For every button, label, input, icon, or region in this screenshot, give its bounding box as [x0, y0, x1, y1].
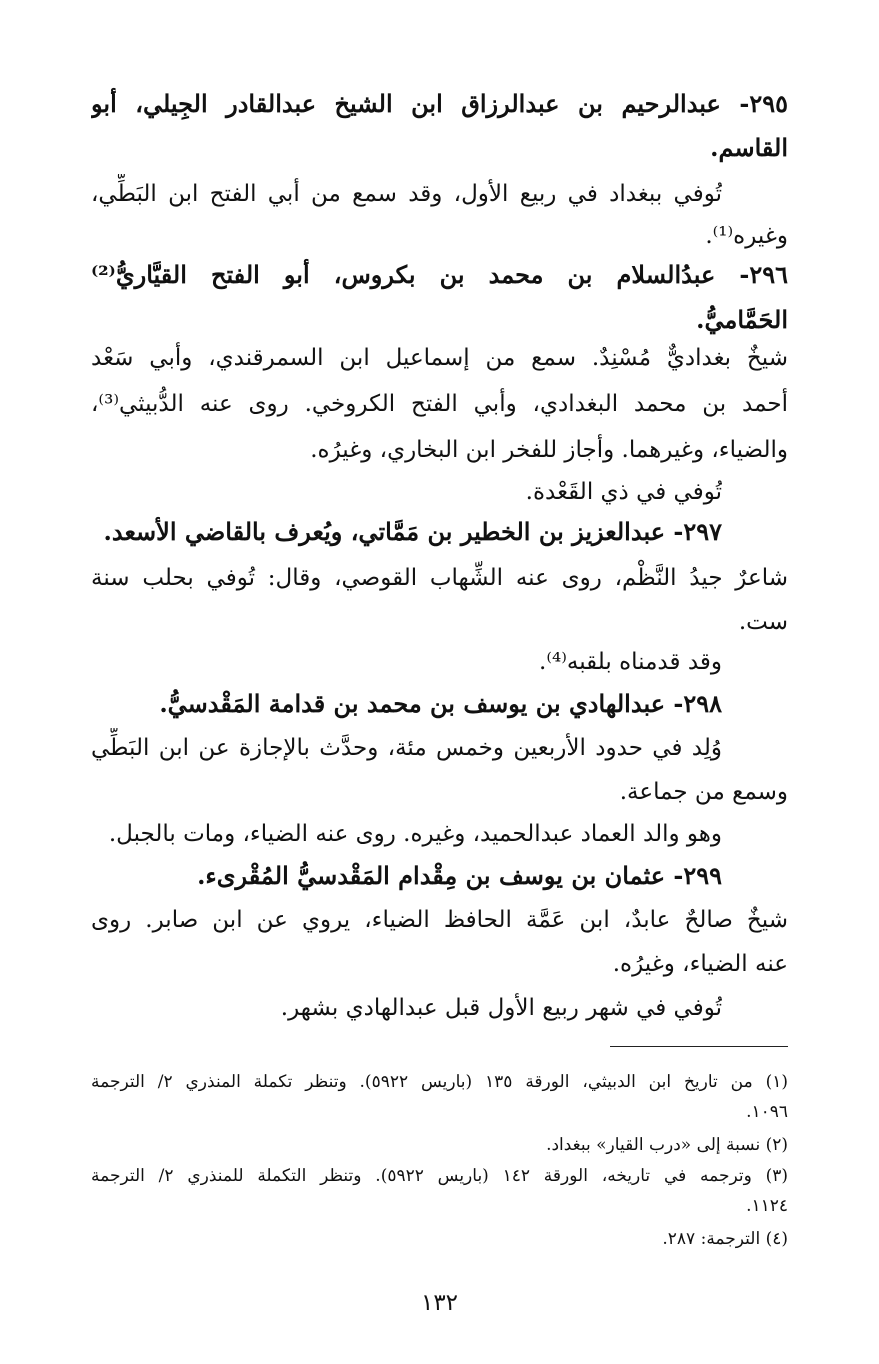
entry-295-text-cont: وغيره⁽¹⁾. — [705, 223, 788, 249]
entry-295-heading-cont: القاسم. — [710, 133, 788, 162]
entry-296-text-4: تُوفي في ذي القَعْدة. — [525, 479, 722, 505]
footnote-1: (١) من تاريخ ابن الدبيثي، الورقة ١٣٥ (باريس ٥٩٢٢). وتنظر تكملة المنذري ٢/ الترجمة — [91, 1072, 788, 1092]
footnote-2: (٢) نسبة إلى «درب القيار» ببغداد. — [546, 1135, 788, 1155]
entry-298-heading: ٢٩٨- عبدالهادي بن يوسف بن محمد بن قدامة المَقْدسيُّ. — [159, 689, 722, 718]
entry-295-heading: ٢٩٥- عبدالرحيم بن عبدالرزاق ابن الشيخ عبدالقادر الجِيلي، أبو — [91, 89, 788, 118]
entry-296-text-3: والضياء، وغيرهما. وأجاز للفخر ابن البخاري، وغيرُه. — [310, 437, 788, 463]
entry-297-heading: ٢٩٧- عبدالعزيز بن الخطير بن مَمَّاتي، ويُعرف بالقاضي الأسعد. — [103, 517, 722, 546]
entry-296-text: شيخٌ بغداديٌّ مُسْنِدٌ. سمع من إسماعيل ابن السمرقندي، وأبي سَعْد — [91, 345, 788, 371]
entry-298-text: وُلِد في حدود الأربعين وخمس مئة، وحدَّث بالإجازة عن ابن البَطِّي — [91, 735, 722, 761]
entry-299-text-cont: عنه الضياء، وغيرُه. — [612, 951, 788, 977]
entry-297-text-2: وقد قدمناه بلقبه⁽⁴⁾. — [539, 649, 722, 675]
footnote-divider — [610, 1046, 788, 1047]
entry-297-text-cont: ست. — [738, 609, 788, 635]
entry-296-text-2: أحمد بن محمد البغدادي، وأبي الفتح الكروخي. روى عنه الدُّبيثي⁽³⁾، — [91, 391, 788, 417]
footnote-3-cont: ١١٢٤. — [746, 1196, 788, 1216]
entry-299-text: شيخٌ صالحٌ عابدٌ، ابن عَمَّة الحافظ الضياء، يروي عن ابن صابر. روى — [91, 907, 788, 933]
footnote-3: (٣) وترجمه في تاريخه، الورقة ١٤٢ (باريس ٥٩٢٢). وتنظر التكملة للمنذري ٢/ الترجمة — [91, 1166, 788, 1186]
entry-299-text-2: تُوفي في شهر ربيع الأول قبل عبدالهادي بشهر. — [280, 995, 722, 1021]
page-number: ١٣٢ — [420, 1290, 459, 1316]
entry-296-heading: ٢٩٦- عبدُالسلام بن محمد بن بكروس، أبو الفتح القيَّاريُّ⁽²⁾ — [91, 260, 788, 289]
entry-299-heading: ٢٩٩- عثمان بن يوسف بن مِقْدام المَقْدسيُّ المُقْرىء. — [197, 861, 722, 890]
footnote-4: (٤) الترجمة: ٢٨٧. — [662, 1229, 788, 1249]
entry-295-text: تُوفي ببغداد في ربيع الأول، وقد سمع من أبي الفتح ابن البَطِّي، — [91, 181, 722, 207]
entry-296-heading-cont: الحَمَّاميُّ. — [696, 305, 788, 334]
entry-298-text-cont: وسمع من جماعة. — [619, 779, 788, 805]
entry-298-text-2: وهو والد العماد عبدالحميد، وغيره. روى عنه الضياء، ومات بالجبل. — [108, 821, 722, 847]
footnote-1-cont: ١٠٩٦. — [746, 1102, 788, 1122]
entry-297-text: شاعرٌ جيدُ النَّظْم، روى عنه الشِّهاب القوصي، وقال: تُوفي بحلب سنة — [91, 565, 788, 591]
